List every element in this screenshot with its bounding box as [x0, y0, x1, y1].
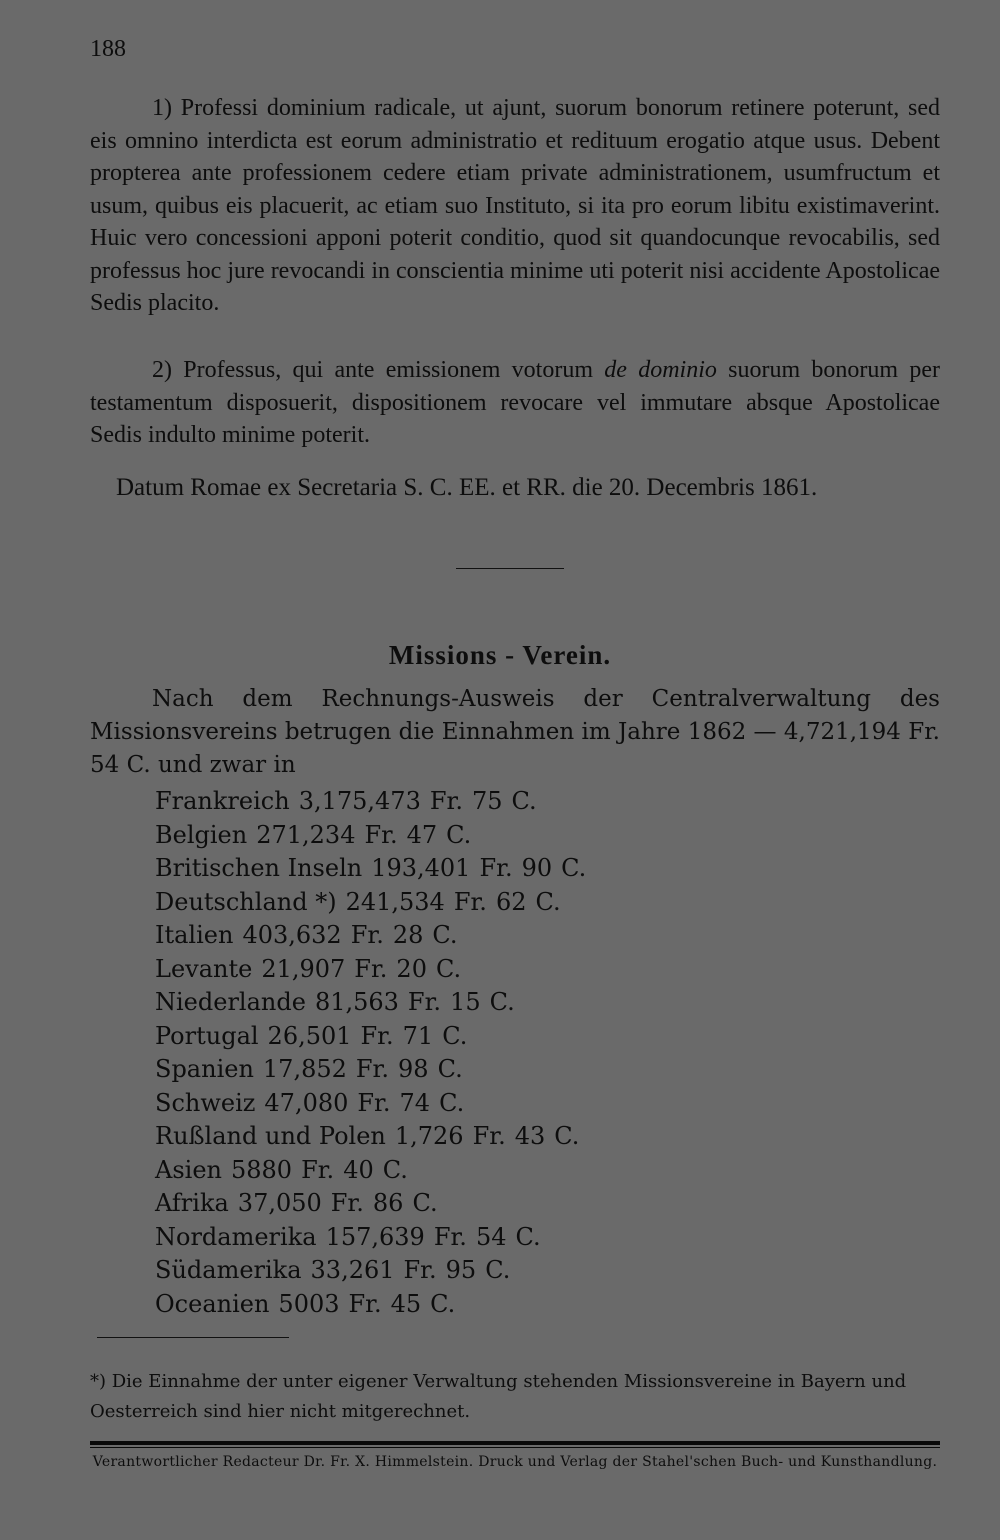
paragraph-2-italic: de dominio [604, 357, 717, 383]
currency: Fr. [354, 954, 388, 983]
cents-unit: C. [535, 887, 561, 916]
cents-unit: C. [442, 1021, 468, 1050]
currency: Fr. [453, 887, 487, 916]
cents: 28 [392, 921, 424, 949]
cents-unit: C. [437, 1055, 463, 1083]
list-item [155, 785, 595, 819]
cents-unit: C. [554, 1122, 580, 1150]
country-name: Portugal [155, 1021, 259, 1050]
cents: 74 [399, 1088, 431, 1117]
amount: 33,261 [310, 1256, 395, 1284]
cents-unit: C. [412, 1189, 438, 1217]
list-item [155, 1288, 595, 1322]
cents: 86 [372, 1189, 404, 1217]
list-item [155, 1020, 595, 1054]
cents-unit: C. [430, 1289, 456, 1318]
footnote: *) Die Einnahme der unter eigener Verwaltung stehenden Missionsvereine in Bayern und Oesterreich sind hier nicht mitgerechnet. [90, 1371, 907, 1422]
currency: Fr. [403, 1256, 437, 1284]
amount: 3,175,473 [298, 787, 421, 815]
cents-unit: C. [432, 921, 458, 949]
cents: 90 [521, 854, 553, 882]
list-item [155, 1221, 595, 1255]
amount: 403,632 [242, 921, 342, 949]
list-item [155, 819, 595, 853]
country-name: Frankreich [155, 787, 290, 815]
list-item [155, 886, 595, 920]
currency: Fr. [355, 1055, 390, 1083]
list-item [155, 986, 595, 1020]
currency: Fr. [433, 1222, 467, 1251]
amount: 5880 [230, 1155, 293, 1184]
paragraph-2 [90, 354, 940, 452]
cents-unit: C. [382, 1155, 408, 1184]
currency: Fr. [407, 988, 442, 1016]
imprint-line: Verantwortlicher Redacteur Dr. Fr. X. Himmelstein. Druck und Verlag der Stahel'schen Buch- und Kunsthandlung. [92, 1454, 938, 1470]
amount: 271,234 [256, 820, 356, 849]
amount: 5003 [278, 1289, 340, 1318]
currency: Fr. [360, 1021, 394, 1050]
cents-unit: C. [511, 787, 537, 815]
list-item [155, 852, 595, 886]
cents-unit: C. [561, 854, 587, 882]
country-name: Britischen Inseln [155, 854, 363, 882]
country-name: Rußland und Polen [155, 1122, 386, 1150]
cents: 98 [398, 1055, 429, 1083]
list-item [155, 1087, 595, 1121]
footer-rule-thin [90, 1447, 940, 1448]
currency: Fr. [350, 921, 384, 949]
section-heading: Missions - Verein. [388, 640, 612, 670]
dating-line: Datum Romae ex Secretaria S. C. EE. et RR. die 20. Decembris 1861. [116, 474, 818, 501]
paragraph-2-before: 2) Professus, qui ante emissionem votorum [152, 357, 605, 383]
currency: Fr. [348, 1289, 382, 1318]
cents: 43 [514, 1122, 546, 1150]
currency: Fr. [479, 854, 513, 882]
intro-text: Nach dem Rechnungs-Ausweis der Centralverwaltung des Missionsvereins betrugen die Einnahmen im Jahre 1862 — 4,721,194 Fr. 54 C. und zwar in [90, 686, 940, 778]
amount: 37,050 [237, 1189, 322, 1217]
list-item [155, 1053, 595, 1087]
country-name: Levante [155, 954, 253, 983]
amount: 47,080 [264, 1088, 349, 1117]
cents-unit: C. [439, 1088, 465, 1117]
paragraph-1-text: 1) Professi dominium radicale, ut ajunt, suorum bonorum retinere poterunt, sed eis omnino interdicta est eorum administratio et redituum erogatio atque usus. Debent propterea ante professionem cedere etiam private administrationem, usumfructum et usum, quibus eis placuerit, ac etiam suo Instituto, si ita pro eorum libitu existimaverint. Huic vero concessioni apponi poterit conditio, quod sit quandocunque revocabilis, sed professus hoc jure revocandi in conscientia minime uti poterit nisi accidente Apostolicae Sedis placito. [90, 95, 940, 316]
cents-unit: C. [515, 1222, 541, 1251]
country-name: Niederlande [155, 988, 306, 1016]
country-name: Südamerika [155, 1256, 302, 1284]
cents: 62 [495, 887, 527, 916]
country-name: Asien [155, 1155, 222, 1184]
country-name: Belgien [155, 820, 248, 849]
country-name: Schweiz [155, 1088, 256, 1117]
country-name: Oceanien [155, 1289, 270, 1318]
amount: 17,852 [262, 1055, 347, 1083]
list-item [155, 1154, 595, 1188]
footnote-rule [97, 1337, 289, 1338]
cents-unit: C. [435, 954, 462, 983]
amount: 1,726 [394, 1122, 464, 1150]
cents: 71 [402, 1021, 434, 1050]
currency: Fr. [429, 787, 463, 815]
section-separator [456, 568, 564, 569]
cents: 95 [445, 1256, 477, 1284]
currency: Fr. [330, 1189, 364, 1217]
amount: 193,401 [371, 854, 471, 882]
paragraph-2-after: suorum bonorum per testamentum disposuerit, dispositionem revocare vel immutare absque Apostolicae Sedis indulto minime poterit. [90, 357, 940, 448]
cents: 54 [475, 1222, 507, 1251]
country-name: Italien [155, 921, 234, 949]
cents: 15 [450, 988, 481, 1016]
page-number: 188 [90, 36, 126, 62]
currency: Fr. [472, 1122, 506, 1150]
country-name: Nordamerika [155, 1222, 317, 1251]
cents: 75 [471, 787, 503, 815]
cents: 40 [343, 1155, 374, 1184]
list-item [155, 953, 595, 987]
amount: 21,907 [261, 954, 346, 983]
list-item [155, 919, 595, 953]
cents-unit: C. [489, 988, 515, 1016]
footer-rule-thick [90, 1441, 940, 1445]
receipts-list [155, 785, 595, 1321]
list-item [155, 1187, 595, 1221]
cents: 45 [390, 1289, 422, 1318]
cents: 20 [396, 954, 427, 983]
intro-paragraph [90, 683, 940, 782]
amount: 157,639 [325, 1222, 425, 1251]
cents-unit: C. [485, 1256, 511, 1284]
amount: 241,534 [345, 887, 445, 916]
country-name: Afrika [155, 1189, 229, 1217]
country-name: Deutschland *) [155, 887, 337, 916]
currency: Fr. [364, 820, 398, 849]
amount: 26,501 [267, 1021, 352, 1050]
country-name: Spanien [155, 1055, 254, 1083]
list-item [155, 1120, 595, 1154]
amount: 81,563 [314, 988, 399, 1016]
cents-unit: C. [446, 820, 472, 849]
paragraph-1 [90, 92, 940, 320]
list-item [155, 1254, 595, 1288]
currency: Fr. [301, 1155, 335, 1184]
currency: Fr. [357, 1088, 391, 1117]
cents: 47 [406, 820, 438, 849]
